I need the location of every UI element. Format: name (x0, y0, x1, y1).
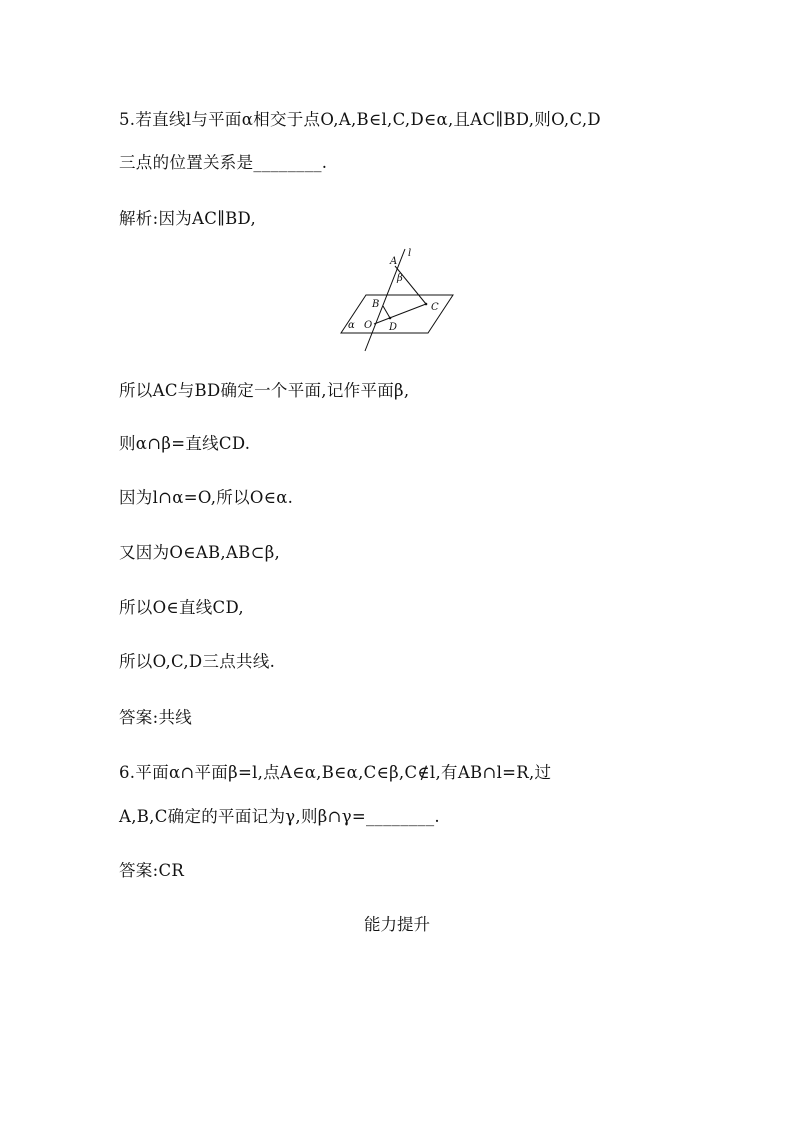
solution5-intro: 解析:因为AC∥BD, (119, 209, 257, 228)
problem6-line1: 6.平面α∩平面β=l,点A∈α,B∈α,C∈β,C∉l,有AB∩l=R,过 (119, 763, 552, 782)
problem6-answer: 答案:CR (119, 861, 185, 880)
solution5-step-5: 所以O∈直线CD, (119, 598, 244, 617)
label-A: A (390, 256, 398, 267)
geometry-figure (336, 244, 460, 356)
problem5-line1: 5.若直线l与平面α相交于点O,A,B∈l,C,D∈α,且AC∥BD,则O,C,D (119, 110, 601, 129)
label-B: B (372, 299, 380, 310)
label-l: l (408, 248, 412, 259)
label-O: O (364, 320, 373, 331)
label-beta: β (397, 273, 403, 284)
solution5-answer: 答案:共线 (119, 708, 193, 727)
label-alpha: α (348, 320, 355, 331)
section-heading: 能力提升 (364, 915, 430, 934)
label-C: C (431, 302, 439, 313)
segment-BD (383, 306, 390, 318)
solution5-step-4: 又因为O∈AB,AB⊂β, (119, 543, 281, 562)
problem6-line2: A,B,C确定的平面记为γ,则β∩γ=________. (119, 807, 440, 826)
solution5-step-1: 所以AC与BD确定一个平面,记作平面β, (119, 381, 410, 400)
point-C (425, 303, 428, 306)
point-D (389, 317, 392, 320)
solution5-step-3: 因为l∩α=O,所以O∈α. (119, 488, 294, 507)
solution5-step-2: 则α∩β=直线CD. (119, 434, 251, 453)
problem5-line2: 三点的位置关系是________. (119, 153, 328, 172)
line-l (365, 249, 405, 351)
solution5-step-6: 所以O,C,D三点共线. (119, 652, 276, 671)
segment-AC (395, 266, 426, 304)
label-D: D (389, 322, 398, 333)
